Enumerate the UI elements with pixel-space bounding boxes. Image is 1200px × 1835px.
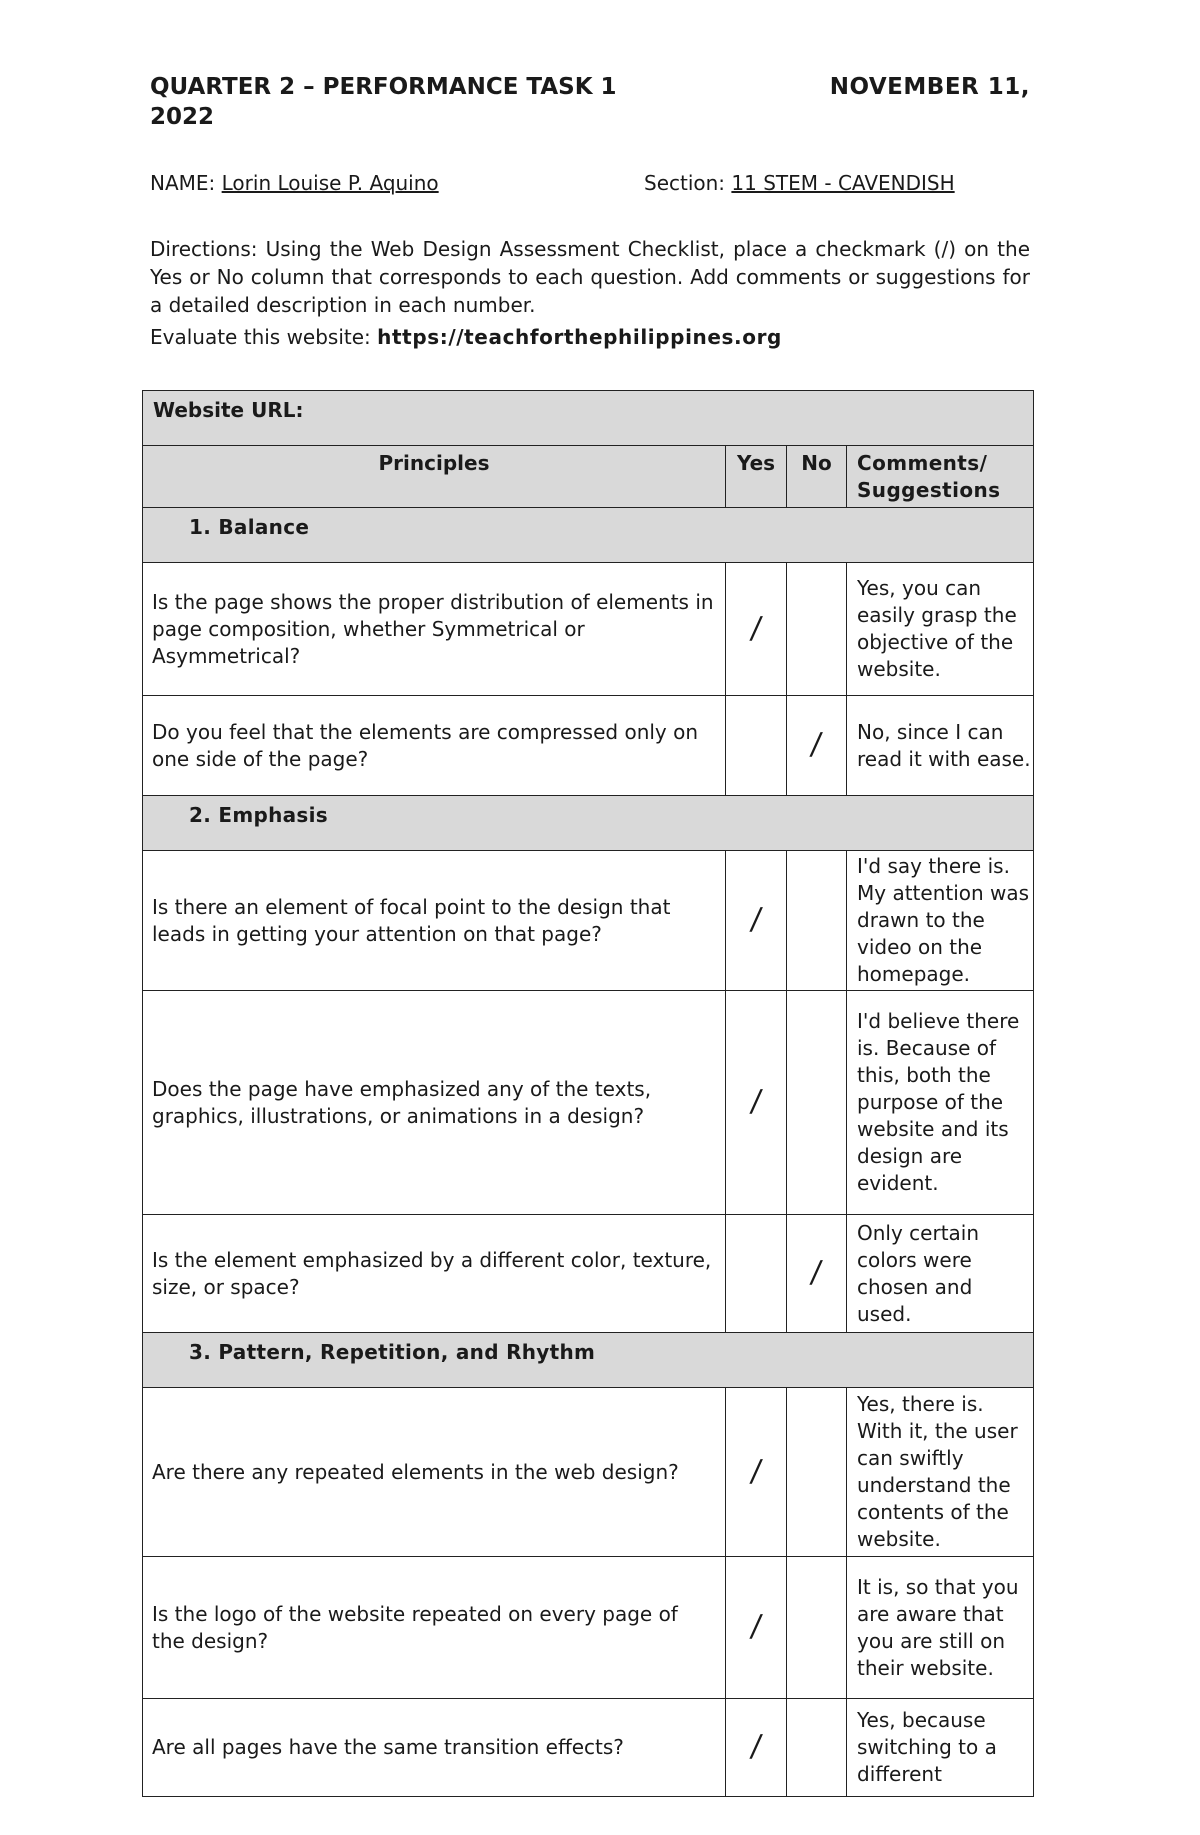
checkmark: /	[748, 1453, 764, 1489]
comments-header: Comments/ Suggestions	[847, 446, 1034, 508]
evaluate-url: https://teachforthephilippines.org	[377, 325, 782, 349]
table-row	[143, 1699, 1034, 1797]
url-row	[143, 391, 1034, 446]
assessment-checklist-table	[142, 390, 1034, 1797]
yes-header: Yes	[726, 446, 787, 508]
table-row	[143, 696, 1034, 796]
table-row	[143, 1215, 1034, 1333]
checkmark: /	[748, 1609, 764, 1644]
directions-text: Directions: Using the Web Design Assessment Checklist, place a checkmark (/) on the Yes or No column that corresponds to each question. Add comments or suggestions for a detailed description in each number.	[150, 237, 1030, 317]
section-row	[143, 796, 1034, 851]
yes-cell	[726, 1388, 787, 1557]
comment-cell: It is, so that you are aware that you are still on their website.	[847, 1557, 1034, 1699]
no-cell	[787, 1557, 847, 1699]
table-row	[143, 1388, 1034, 1557]
no-cell	[787, 1215, 847, 1333]
header-row	[143, 446, 1034, 508]
no-cell	[787, 1388, 847, 1557]
table-row	[143, 991, 1034, 1215]
yes-cell	[726, 563, 787, 696]
student-info	[150, 170, 1030, 196]
no-cell	[787, 696, 847, 796]
table-row	[143, 1557, 1034, 1699]
table-row	[143, 851, 1034, 991]
checkmark: /	[809, 1255, 825, 1290]
section-title: 1. Balance	[143, 508, 1034, 563]
question-cell: Are all pages have the same transition effects?	[143, 1699, 726, 1797]
comment-cell: Yes, you can easily grasp the objective of the website.	[847, 563, 1034, 696]
no-cell	[787, 1699, 847, 1797]
no-header: No	[787, 446, 847, 508]
yes-cell	[726, 991, 787, 1215]
section-row	[143, 1333, 1034, 1388]
website-url-label: Website URL:	[143, 391, 1034, 446]
yes-cell	[726, 696, 787, 796]
question-cell: Is there an element of focal point to the design that leads in getting your attention on that page?	[143, 851, 726, 991]
title-text: QUARTER 2 – PERFORMANCE TASK 1	[150, 74, 617, 100]
checkmark: /	[748, 610, 764, 646]
question-cell: Is the page shows the proper distribution of elements in page composition, whether Symmetrical or Asymmetrical?	[143, 563, 726, 696]
yes-cell	[726, 851, 787, 991]
comment-cell: I'd say there is. My attention was drawn to the video on the homepage.	[847, 851, 1034, 991]
question-cell: Is the logo of the website repeated on every page of the design?	[143, 1557, 726, 1699]
section-title: 3. Pattern, Repetition, and Rhythm	[143, 1333, 1034, 1388]
table-row	[143, 563, 1034, 696]
comment-cell: Only certain colors were chosen and used.	[847, 1215, 1034, 1333]
section-info	[644, 170, 955, 196]
yes-cell	[726, 1699, 787, 1797]
checkmark: /	[748, 1729, 764, 1764]
section-label: Section:	[644, 171, 726, 195]
principles-header: Principles	[143, 446, 726, 508]
no-cell	[787, 851, 847, 991]
comment-cell: No, since I can read it with ease.	[847, 696, 1034, 796]
question-cell: Is the element emphasized by a different color, texture, size, or space?	[143, 1215, 726, 1333]
checkmark: /	[748, 902, 764, 937]
no-cell	[787, 563, 847, 696]
question-cell: Do you feel that the elements are compressed only on one side of the page?	[143, 696, 726, 796]
yes-cell	[726, 1215, 787, 1333]
no-cell	[787, 991, 847, 1215]
date-text: NOVEMBER 11,	[829, 74, 1030, 100]
section-value: 11 STEM - CAVENDISH	[731, 171, 955, 195]
comment-cell: I'd believe there is. Because of this, both the purpose of the website and its design are evident.	[847, 991, 1034, 1215]
evaluate-line	[150, 323, 1030, 351]
section-title: 2. Emphasis	[143, 796, 1034, 851]
evaluate-label: Evaluate this website:	[150, 325, 371, 349]
checkmark: /	[809, 727, 825, 762]
name-value: Lorin Louise P. Aquino	[221, 171, 439, 195]
section-row	[143, 508, 1034, 563]
name-label: NAME:	[150, 171, 216, 195]
checkmark: /	[748, 1084, 764, 1119]
year-text: 2022	[150, 104, 215, 130]
yes-cell	[726, 1557, 787, 1699]
question-cell: Does the page have emphasized any of the texts, graphics, illustrations, or animations in a design?	[143, 991, 726, 1215]
question-cell: Are there any repeated elements in the web design?	[143, 1388, 726, 1557]
comment-cell: Yes, there is. With it, the user can swiftly understand the contents of the website.	[847, 1388, 1034, 1557]
comment-cell: Yes, because switching to a different	[847, 1699, 1034, 1797]
